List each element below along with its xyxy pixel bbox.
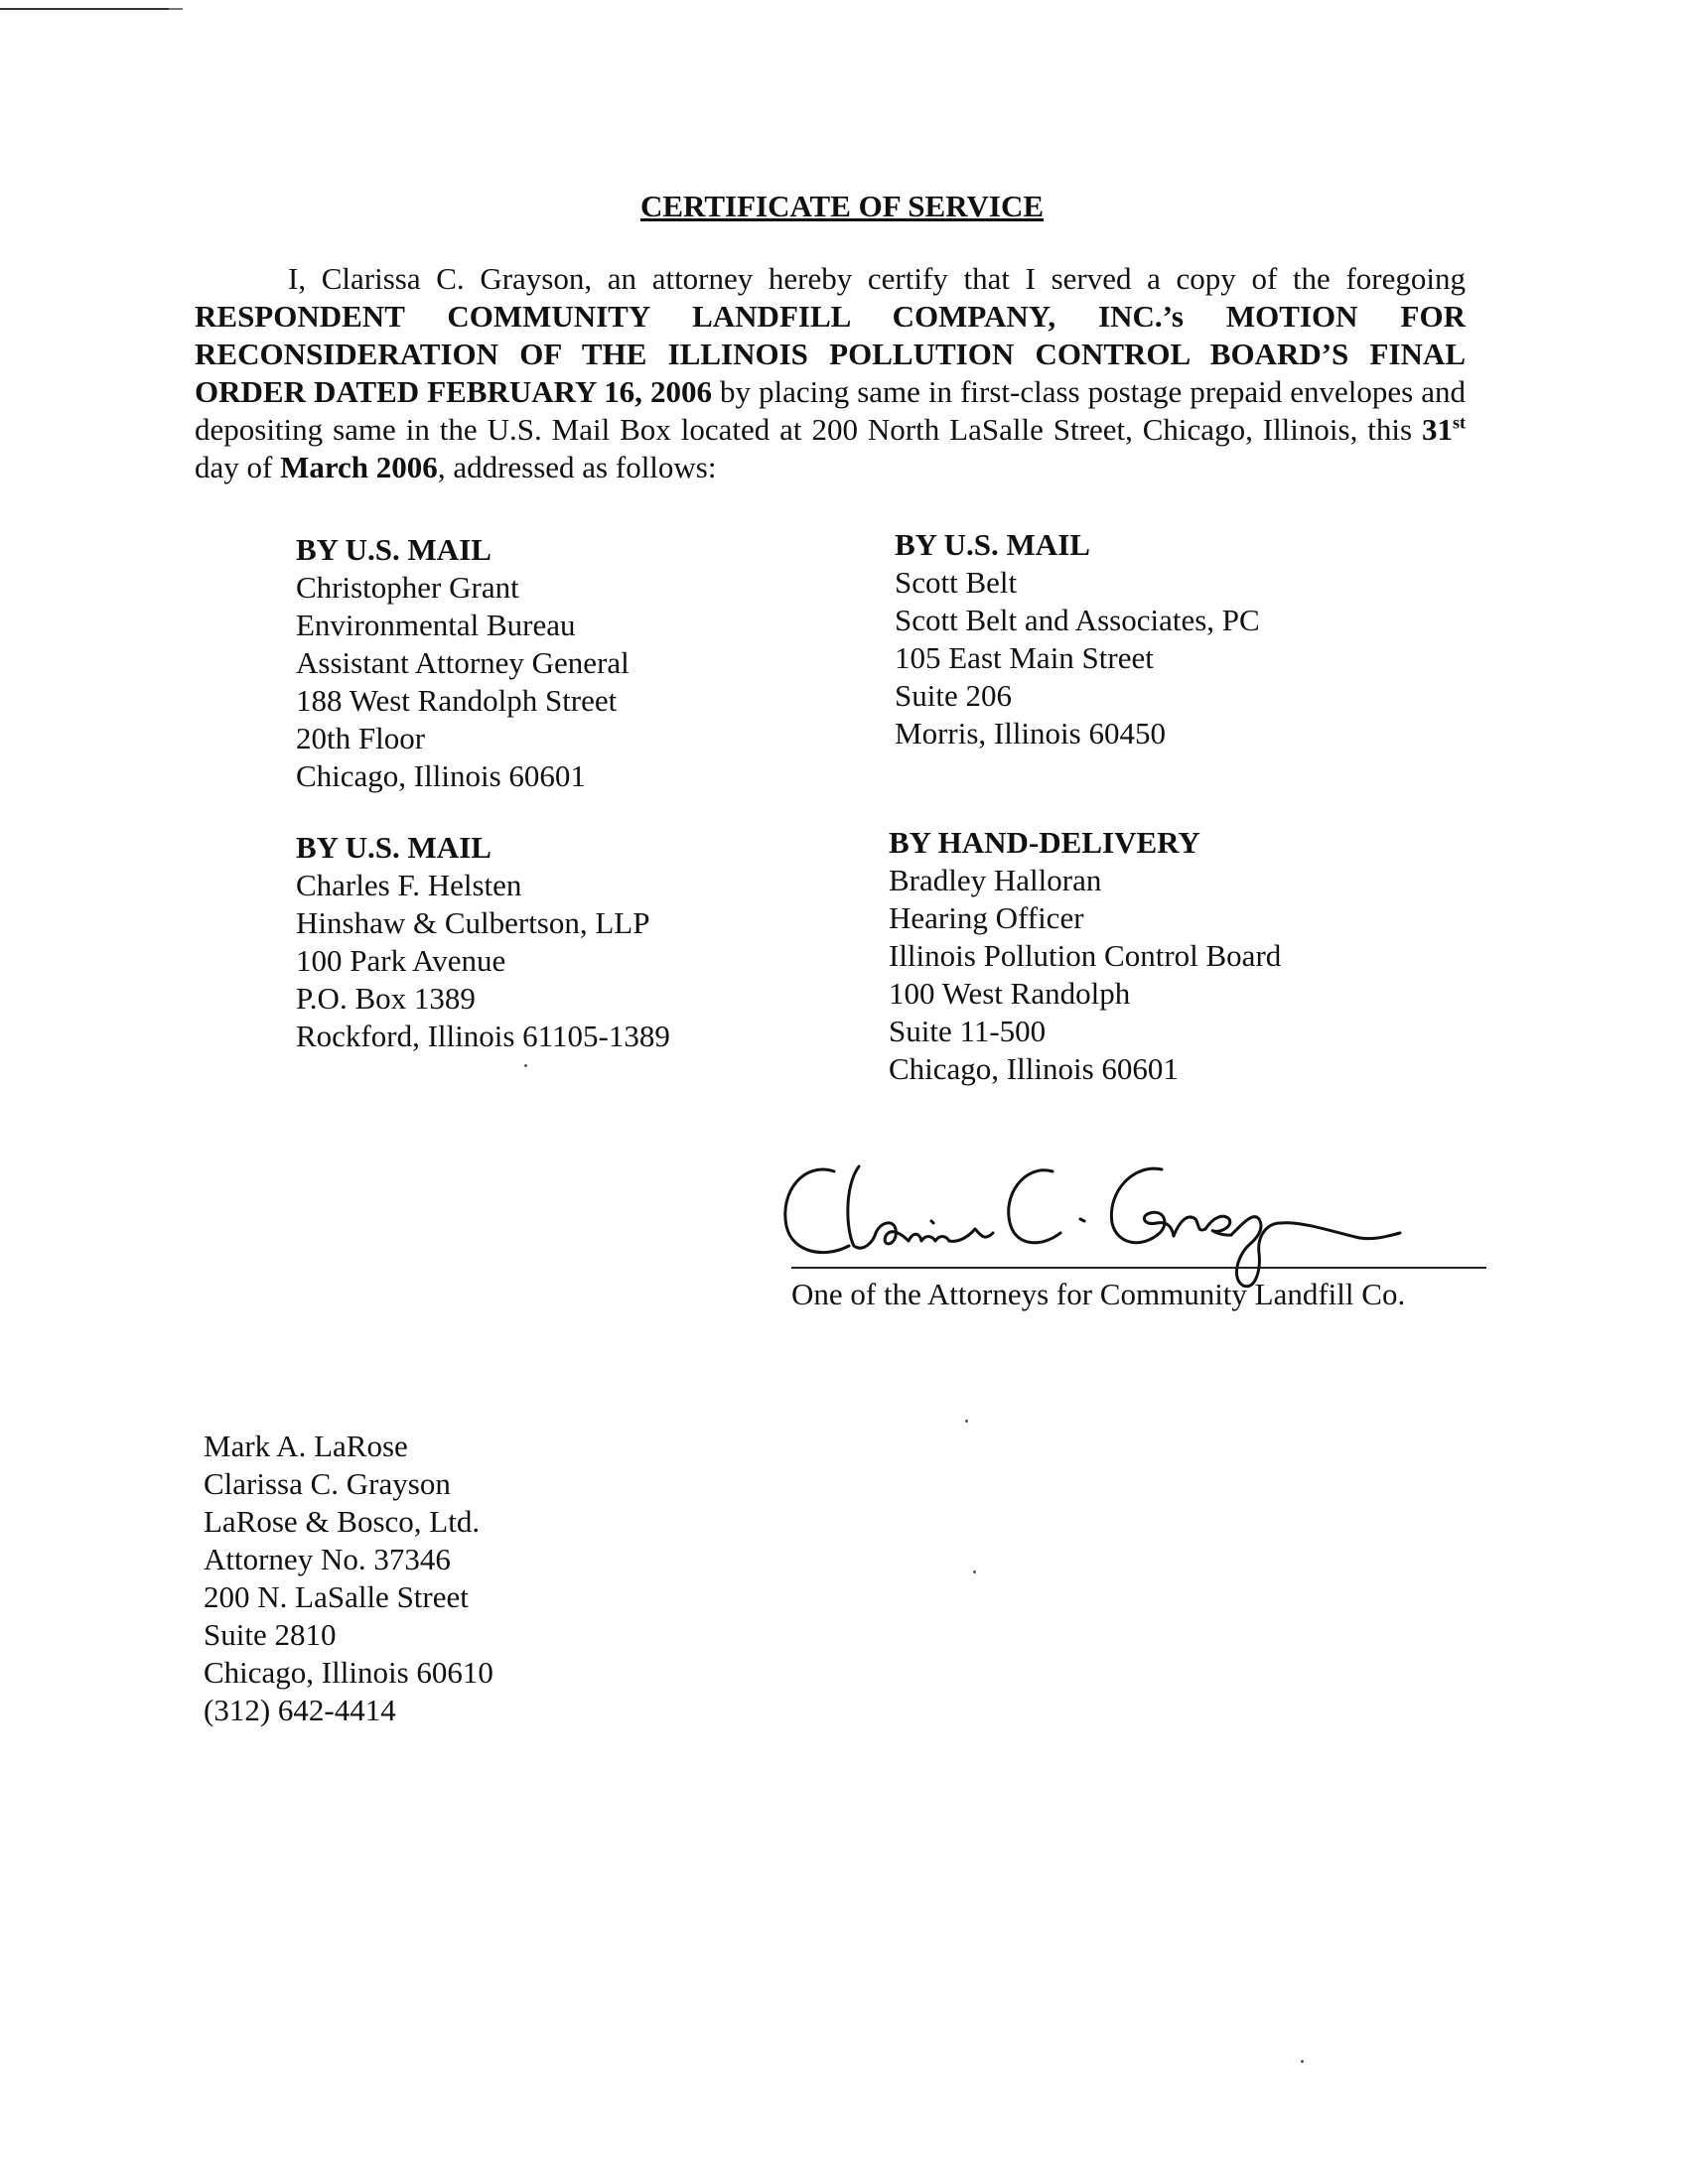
signature-caption: One of the Attorneys for Community Landfill Co. [791, 1277, 1406, 1311]
recipient-block [895, 526, 1260, 752]
address-line: 105 East Main Street [895, 640, 1154, 675]
firm-line: Mark A. LaRose [204, 1429, 408, 1463]
address-line: Hinshaw & Culbertson, LLP [296, 905, 650, 940]
address-line: 188 West Randolph Street [296, 683, 618, 718]
address-line: Environmental Bureau [296, 608, 576, 642]
recipient-block [296, 531, 630, 795]
address-line: Bradley Halloran [889, 863, 1102, 897]
firm-line: LaRose & Bosco, Ltd. [204, 1504, 481, 1539]
address-line: Chicago, Illinois 60601 [889, 1051, 1179, 1086]
firm-line: 200 N. LaSalle Street [204, 1579, 469, 1614]
day-suffix: st [1453, 412, 1466, 433]
firm-address-block [204, 1428, 493, 1729]
delivery-method: BY U.S. MAIL [895, 527, 1090, 562]
signature-line [791, 1267, 1486, 1269]
address-line: Chicago, Illinois 60601 [296, 758, 586, 793]
address-line: 20th Floor [296, 721, 426, 755]
scan-speck [973, 1570, 976, 1573]
delivery-method: BY U.S. MAIL [296, 532, 491, 567]
firm-line: Attorney No. 37346 [204, 1542, 451, 1576]
document-title-ref: RESPONDENT COMMUNITY LANDFILL COMPANY, INC.’s MOTION FOR RECONSIDERATION OF THE ILLINOIS POLLUTION CONTROL BOARD’S FINAL ORDER DATED FEBRUARY 16, 2006 [195, 299, 1466, 409]
day-number: 31 [1422, 412, 1453, 447]
closing-text: , addressed as follows: [437, 450, 717, 484]
address-line: Rockford, Illinois 61105-1389 [296, 1019, 670, 1053]
address-line: Scott Belt and Associates, PC [895, 603, 1260, 637]
address-line: 100 Park Avenue [296, 943, 506, 978]
firm-line: Clarissa C. Grayson [204, 1466, 451, 1501]
scan-speck [965, 1420, 968, 1423]
address-line: Charles F. Helsten [296, 868, 522, 902]
day-of-text: day of [195, 450, 273, 484]
firm-line: Chicago, Illinois 60610 [204, 1655, 493, 1690]
service-text: by placing same in first-class postage prepaid envelopes and depositing same in the U.S. Mail Box located at 200 North LaSalle Street, Chicago, Illinois, this [195, 374, 1466, 447]
delivery-method: BY U.S. MAIL [296, 830, 491, 865]
month-year: March 2006 [280, 450, 438, 484]
address-line: Scott Belt [895, 565, 1018, 600]
recipient-block [296, 829, 670, 1055]
address-line: Christopher Grant [296, 570, 519, 605]
address-line: P.O. Box 1389 [296, 981, 476, 1016]
recipient-block [889, 824, 1281, 1088]
document-title: CERTIFICATE OF SERVICE [639, 189, 1045, 223]
firm-line: (312) 642-4414 [204, 1693, 396, 1727]
address-line: Illinois Pollution Control Board [889, 938, 1282, 973]
address-line: 100 West Randolph [889, 976, 1131, 1011]
intro-text: I, Clarissa C. Grayson, an attorney hereby certify that I served a copy of the foregoing [288, 261, 1466, 296]
address-line: Assistant Attorney General [296, 645, 630, 680]
delivery-method: BY HAND-DELIVERY [889, 825, 1200, 860]
address-line: Hearing Officer [889, 900, 1084, 935]
address-line: Suite 11-500 [889, 1014, 1047, 1048]
certification-paragraph [195, 260, 1466, 486]
scan-speck [524, 1064, 527, 1067]
address-line: Suite 206 [895, 678, 1012, 713]
corner-rule-tick [169, 8, 183, 10]
corner-rule [0, 8, 183, 10]
scan-speck [1301, 2060, 1304, 2063]
address-line: Morris, Illinois 60450 [895, 716, 1166, 751]
firm-line: Suite 2810 [204, 1617, 337, 1652]
